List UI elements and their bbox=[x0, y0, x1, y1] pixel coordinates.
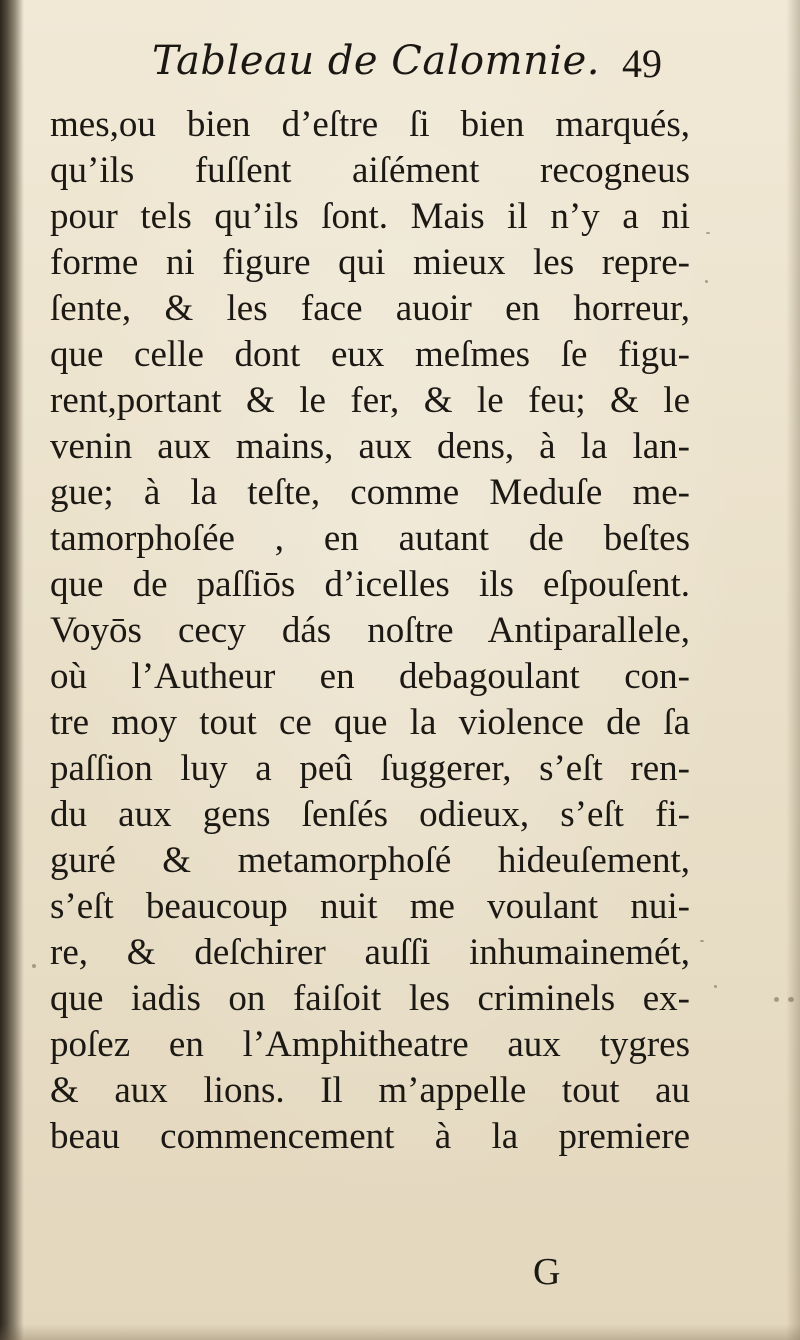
text-line: du aux gens ſenſés odieux, s’eſt fi- bbox=[50, 794, 690, 835]
ink-speck bbox=[788, 997, 794, 1002]
text-line: que celle dont eux meſmes ſe figu- bbox=[50, 334, 690, 375]
text-line: ſente, & les face auoir en horreur, bbox=[50, 288, 690, 329]
text-line: pour tels qu’ils ſont. Mais il n’y a ni bbox=[50, 196, 690, 237]
text-line: tamorphoſée , en autant de beſtes bbox=[50, 518, 690, 559]
text-line: qu’ils fuſſent aiſément recogneus bbox=[50, 150, 690, 191]
page-number: 49 bbox=[622, 41, 662, 86]
text-line: rent,portant & le fer, & le feu; & le bbox=[50, 380, 690, 421]
text-line: que de paſſiōs d’icelles ils eſpouſent. bbox=[50, 564, 690, 605]
ink-speck bbox=[705, 280, 708, 283]
ink-speck bbox=[706, 232, 710, 234]
page-right-edge bbox=[786, 0, 800, 1340]
text-line: s’eſt beaucoup nuit me voulant nui- bbox=[50, 886, 690, 927]
text-line: venin aux mains, aux dens, à la lan- bbox=[50, 426, 690, 467]
text-line: Voyōs cecy dás noſtre Antiparallele, bbox=[50, 610, 690, 651]
text-line: & aux lions. Il m’appelle tout au bbox=[50, 1070, 690, 1111]
page-bottom-edge bbox=[0, 1324, 800, 1340]
ink-speck bbox=[714, 985, 717, 988]
signature-mark: G bbox=[533, 1251, 561, 1293]
text-line: beau commencement à la premiere bbox=[50, 1116, 690, 1157]
ink-speck bbox=[700, 940, 704, 942]
body-text bbox=[50, 102, 690, 1160]
text-line: re, & deſchirer auſſi inhumainemét, bbox=[50, 932, 690, 973]
text-line: paſſion luy a peû ſuggerer, s’eſt ren- bbox=[50, 748, 690, 789]
ink-speck bbox=[32, 964, 36, 968]
text-line: tre moy tout ce que la violence de ſa bbox=[50, 702, 690, 743]
ink-speck bbox=[774, 997, 779, 1002]
text-line: poſez en l’Amphitheatre aux tygres bbox=[50, 1024, 690, 1065]
text-line: mes,ou bien d’eſtre ſi bien marqués, bbox=[50, 104, 690, 145]
text-line: que iadis on faiſoit les criminels ex- bbox=[50, 978, 690, 1019]
running-head-title: Tableau de Calomnie. bbox=[152, 38, 601, 84]
text-line: gue; à la teſte, comme Meduſe me- bbox=[50, 472, 690, 513]
binding-gutter-shadow bbox=[0, 0, 24, 1340]
text-line: où l’Autheur en debagoulant con- bbox=[50, 656, 690, 697]
running-head bbox=[0, 38, 800, 98]
text-line: forme ni figure qui mieux les repre- bbox=[50, 242, 690, 283]
text-line: guré & metamorphoſé hideuſement, bbox=[50, 840, 690, 881]
